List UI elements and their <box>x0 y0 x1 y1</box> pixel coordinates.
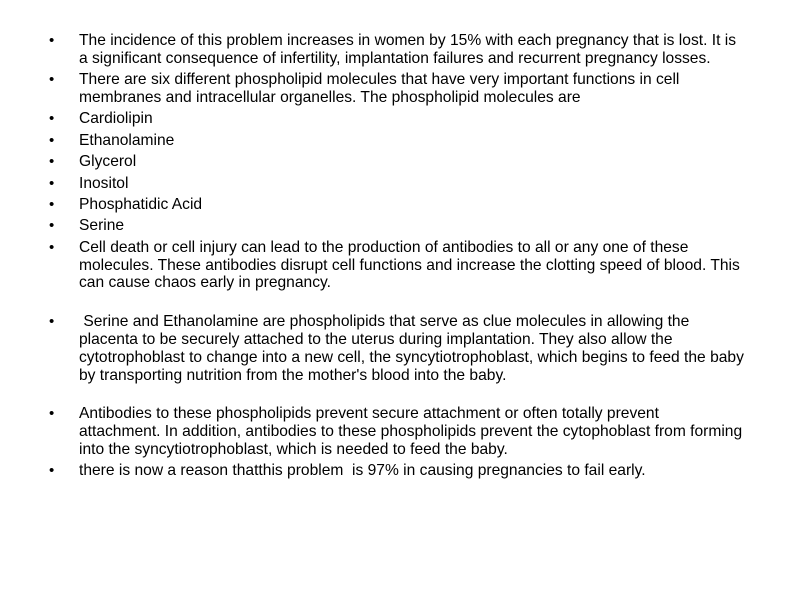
bullet-item-cardiolipin <box>49 110 744 128</box>
bullet-text: Inositol <box>79 174 129 192</box>
bullet-icon: • <box>49 153 55 171</box>
bullet-text: Cardiolipin <box>79 110 153 128</box>
bullet-icon: • <box>49 405 55 423</box>
bullet-item-clue-molecules <box>49 313 749 384</box>
bullet-item-ethanolamine <box>49 132 744 150</box>
bullet-icon: • <box>49 313 55 331</box>
bullet-icon: • <box>49 71 55 89</box>
bullet-text: Serine and Ethanolamine are phospholipids that serve as clue molecules in allowing the placenta to be securely attached to the uterus during implantation. They also allow the cytotrophoblast to change into a new cell, the syncytiotrophoblast, which begins to feed the baby by transporting nutrition from the mother's blood into the baby. <box>79 313 749 384</box>
bullet-item-phosphatidic-acid <box>49 196 744 214</box>
bullet-icon: • <box>49 217 55 235</box>
bullet-icon: • <box>49 131 55 149</box>
bullet-icon: • <box>49 174 55 192</box>
bullet-text: Ethanolamine <box>79 131 175 149</box>
bullet-list <box>49 32 749 480</box>
bullet-text: There are six different phospholipid molecules that have very important functions in cell membranes and intracellular organelles. The phospholipid molecules are <box>79 71 680 106</box>
bullet-text: there is now a reason thatthis problem is 97% in causing pregnancies to fail early. <box>79 462 646 480</box>
bullet-text: Serine <box>79 217 125 235</box>
bullet-icon: • <box>49 195 55 213</box>
bullet-item-cell-death <box>49 239 744 292</box>
bullet-icon: • <box>49 110 55 128</box>
bullet-item-serine <box>49 217 744 235</box>
bullet-text: Cell death or cell injury can lead to the production of antibodies to all or any one of these molecules. These antibodies disrupt cell functions and increase the clotting speed of blood. This can cause chaos early in pregnancy. <box>79 238 740 292</box>
bullet-item-inositol <box>49 175 744 193</box>
bullet-text: Antibodies to these phospholipids prevent secure attachment or often totally prevent attachment. In addition, antibodies to these phospholipids prevent the cytophoblast from forming into the syncytiotrophoblast, which is needed to feed the baby. <box>79 405 743 458</box>
bullet-icon: • <box>49 32 55 49</box>
bullet-item-incidence <box>49 32 744 68</box>
bullet-text: The incidence of this problem increases in women by 15% with each pregnancy that is lost. It is a significant consequence of infertility, implantation failures and recurrent pregnancy losses. <box>79 32 737 67</box>
bullet-item-six-phospholipids <box>49 71 744 107</box>
bullet-text: Glycerol <box>79 153 137 171</box>
bullet-item-reason <box>49 462 744 480</box>
bullet-text: Phosphatidic Acid <box>79 195 203 213</box>
bullet-item-glycerol <box>49 153 744 171</box>
bullet-item-antibodies <box>49 405 744 458</box>
bullet-icon: • <box>49 462 55 480</box>
bullet-icon: • <box>49 238 55 256</box>
